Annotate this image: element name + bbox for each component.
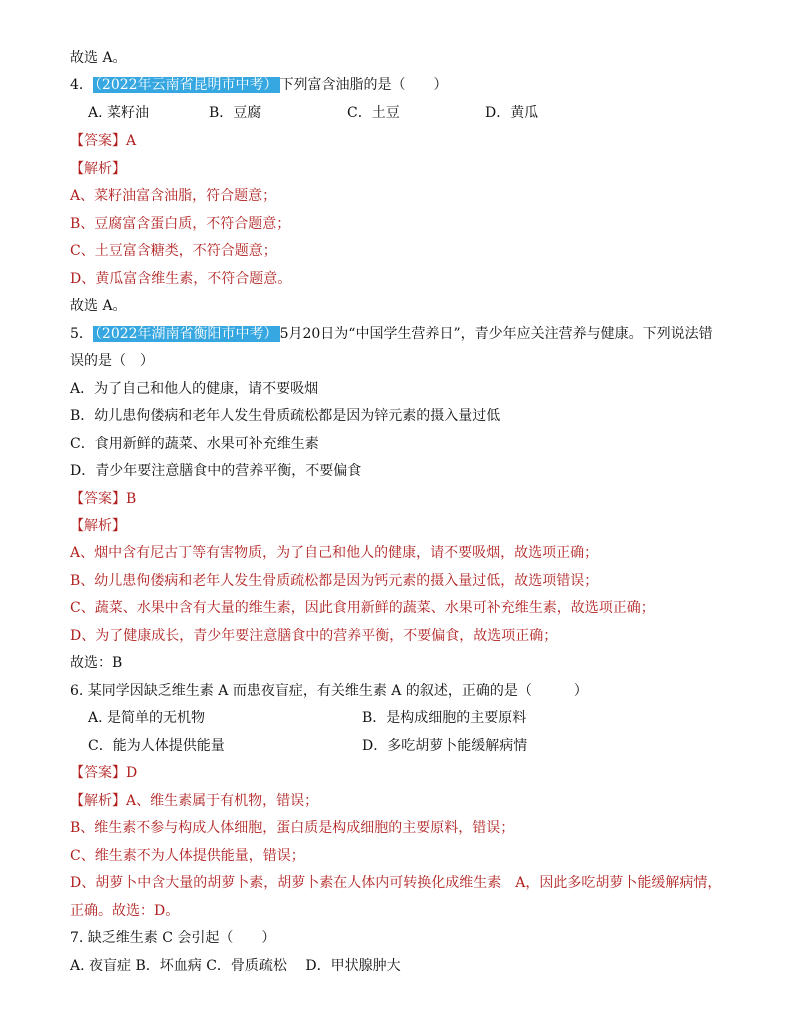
question-4-conclusion: 故选 A。 — [70, 298, 127, 314]
question-5-stem-cont: 误的是（ ） — [70, 353, 154, 369]
question-5-answer — [70, 489, 136, 509]
question-6-option-d: D．多吃胡萝卜能缓解病情 — [362, 738, 528, 754]
question-6-answer — [70, 763, 137, 783]
question-4-option-d: D．黄瓜 — [485, 105, 539, 121]
question-6-stem: 6. 某同学因缺乏维生素 A 而患夜盲症，有关维生素 A 的叙述，正确的是（ ） — [70, 683, 588, 699]
question-6-analysis-first — [70, 791, 318, 811]
question-4-analysis-c: C、土豆富含糖类，不符合题意； — [70, 243, 277, 259]
question-4-number: 4． — [70, 77, 93, 93]
question-6-option-b: B．是构成细胞的主要原料 — [362, 710, 527, 726]
question-4-option-b: B．豆腐 — [209, 105, 262, 121]
question-5-option-d: D．青少年要注意膳食中的营养平衡，不要偏食 — [70, 463, 362, 479]
question-5-option-c: C．食用新鲜的蔬菜、水果可补充维生素 — [70, 436, 319, 452]
question-7-stem: 7. 缺乏维生素 C 会引起（ ） — [70, 930, 276, 946]
question-5-analysis-label: 【解析】 — [70, 518, 126, 534]
question-4-answer — [70, 131, 136, 151]
answer-label: 【答案】 — [70, 491, 126, 507]
question-4-option-c: C．土豆 — [347, 105, 400, 121]
answer-value: A — [126, 133, 137, 149]
answer-value: B — [126, 491, 137, 507]
question-4-analysis-a: A、菜籽油富含油脂，符合题意； — [70, 188, 277, 204]
answer-label: 【答案】 — [70, 133, 126, 149]
question-7-options: A. 夜盲症 B．坏血病 C．骨质疏松 D．甲状腺肿大 — [70, 958, 401, 974]
question-4-analysis-b: B、豆腐富含蛋白质，不符合题意； — [70, 216, 291, 232]
question-5-analysis-d: D、为了健康成长，青少年要注意膳食中的营养平衡，不要偏食，故选项正确； — [70, 628, 558, 644]
question-5-analysis-c: C、蔬菜、水果中含有大量的维生素，因此食用新鲜的蔬菜、水果可补充维生素，故选项正确； — [70, 600, 655, 616]
question-6-analysis-d-cont: 正确。故选：D。 — [70, 903, 180, 919]
question-5-source-tag[interactable]: （2022年湖南省衡阳市中考） — [94, 326, 278, 342]
question-4-option-a: A. 菜籽油 — [88, 105, 150, 121]
question-5-analysis-a: A、烟中含有尼古丁等有害物质，为了自己和他人的健康，请不要吸烟，故选项正确； — [70, 545, 599, 561]
question-5-analysis-b: B、幼儿患佝偻病和老年人发生骨质疏松都是因为钙元素的摄入量过低，故选项错误； — [70, 573, 599, 589]
question-5-option-b: B．幼儿患佝偻病和老年人发生骨质疏松都是因为锌元素的摄入量过低 — [70, 408, 501, 424]
question-6-option-c: C．能为人体提供能量 — [88, 738, 225, 754]
answer-label: 【答案】 — [70, 765, 126, 781]
conclusion-prev: 故选 A。 — [70, 50, 127, 66]
question-4-analysis-label: 【解析】 — [70, 161, 126, 177]
question-6-analysis-b: B、维生素不参与构成人体细胞，蛋白质是构成细胞的主要原料，错误； — [70, 820, 515, 836]
question-5-text: 5月20日为“中国学生营养日”，青少年应关注营养与健康。下列说法错 — [279, 326, 713, 342]
question-4-analysis-d: D、黄瓜富含维生素，不符合题意。 — [70, 271, 292, 287]
question-5-stem — [70, 324, 713, 344]
question-4-source-tag[interactable]: （2022年云南省昆明市中考） — [94, 77, 278, 93]
question-4-stem — [70, 75, 448, 95]
question-6-option-a: A. 是简单的无机物 — [88, 710, 206, 726]
question-5-option-a: A．为了自己和他人的健康，请不要吸烟 — [70, 381, 319, 397]
question-5-number: 5． — [70, 326, 93, 342]
question-5-conclusion: 故选：B — [70, 655, 123, 671]
analysis-label: 【解析】 — [70, 793, 126, 809]
analysis-a: A、维生素属于有机物，错误； — [126, 793, 319, 809]
question-6-analysis-c: C、维生素不为人体提供能量，错误； — [70, 848, 305, 864]
question-4-text: 下列富含油脂的是（ ） — [279, 77, 448, 93]
question-6-analysis-d: D、胡萝卜中含大量的胡萝卜素，胡萝卜素在人体内可转换化成维生素 A，因此多吃胡萝卜能缓解病情， — [70, 875, 722, 891]
answer-value: D — [126, 765, 138, 781]
